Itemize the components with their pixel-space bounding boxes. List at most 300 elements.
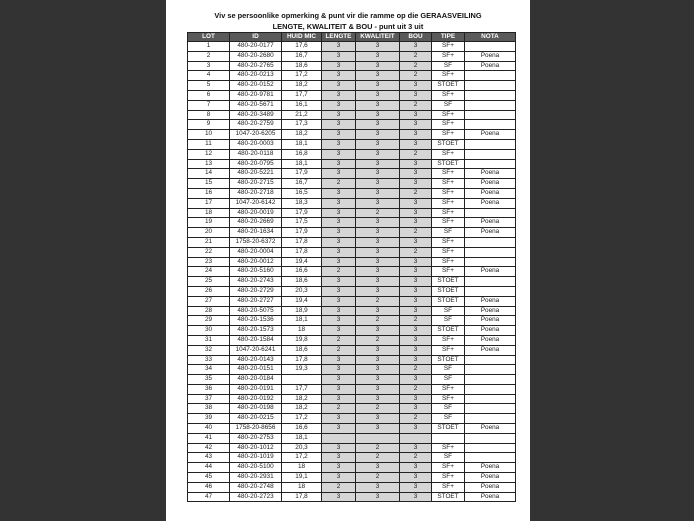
cell-id: 480-20-1012 [230,443,282,453]
cell-id: 480-20-0143 [230,355,282,365]
cell-lengte: 3 [322,463,356,473]
cell-huid-mic: 18,9 [282,306,322,316]
cell-kwaliteit: 3 [356,414,400,424]
cell-huid-mic: 19,3 [282,365,322,375]
cell-lengte: 3 [322,139,356,149]
cell-lot: 17 [188,198,230,208]
cell-id: 480-20-1019 [230,453,282,463]
cell-id: 480-20-0004 [230,247,282,257]
cell-bou: 3 [400,208,432,218]
table-row [188,375,516,385]
cell-lot: 5 [188,81,230,91]
table-row [188,473,516,483]
cell-bou: 3 [400,306,432,316]
cell-kwaliteit: 3 [356,159,400,169]
cell-bou: 2 [400,51,432,61]
cell-bou: 3 [400,463,432,473]
cell-bou: 2 [400,365,432,375]
cell-bou: 2 [400,149,432,159]
cell-nota: Poena [465,335,516,345]
cell-bou: 2 [400,316,432,326]
cell-bou: 3 [400,110,432,120]
cell-huid-mic: 18,2 [282,404,322,414]
table-row [188,179,516,189]
cell-huid-mic: 19,1 [282,473,322,483]
cell-id: 1047-20-6142 [230,198,282,208]
cell-tipe: SF+ [432,198,465,208]
cell-id: 480-20-5671 [230,100,282,110]
table-row [188,267,516,277]
cell-bou: 2 [400,188,432,198]
cell-kwaliteit: 2 [356,453,400,463]
cell-bou: 3 [400,277,432,287]
header-huid-mic: HUID MIC [282,33,322,42]
cell-tipe: SF+ [432,345,465,355]
cell-kwaliteit: 3 [356,345,400,355]
cell-tipe: STOET [432,81,465,91]
cell-lengte: 2 [322,404,356,414]
header-nota: NOTA [465,33,516,42]
cell-lot: 13 [188,159,230,169]
cell-huid-mic: 18 [282,463,322,473]
table-row [188,120,516,130]
cell-lot: 2 [188,51,230,61]
cell-lot: 47 [188,492,230,502]
cell-lot: 14 [188,169,230,179]
cell-kwaliteit: 3 [356,375,400,385]
cell-lengte: 3 [322,326,356,336]
cell-tipe: SF [432,375,465,385]
cell-tipe: SF+ [432,130,465,140]
cell-lengte: 3 [322,394,356,404]
cell-id: 480-20-0151 [230,365,282,375]
cell-lot: 7 [188,100,230,110]
cell-id: 480-20-0177 [230,42,282,52]
cell-huid-mic: 16,8 [282,149,322,159]
cell-huid-mic: 17,5 [282,218,322,228]
table-row [188,237,516,247]
cell-kwaliteit: 3 [356,110,400,120]
cell-id: 480-20-0184 [230,375,282,385]
cell-lot: 23 [188,257,230,267]
cell-kwaliteit: 3 [356,365,400,375]
cell-lengte: 3 [322,149,356,159]
cell-bou: 3 [400,218,432,228]
cell-kwaliteit: 3 [356,149,400,159]
cell-id: 480-20-2723 [230,492,282,502]
cell-tipe: STOET [432,277,465,287]
cell-lot: 3 [188,61,230,71]
cell-lengte: 3 [322,237,356,247]
cell-lot: 27 [188,296,230,306]
cell-huid-mic: 17,8 [282,237,322,247]
cell-bou: 3 [400,286,432,296]
table-row [188,463,516,473]
cell-kwaliteit: 3 [356,384,400,394]
cell-lengte: 2 [322,267,356,277]
cell-huid-mic: 18,2 [282,394,322,404]
cell-huid-mic: 16,1 [282,100,322,110]
cell-kwaliteit: 3 [356,237,400,247]
cell-kwaliteit: 3 [356,267,400,277]
cell-tipe: STOET [432,424,465,434]
cell-bou: 3 [400,81,432,91]
cell-bou: 3 [400,257,432,267]
cell-nota [465,375,516,385]
cell-lot: 41 [188,433,230,443]
cell-nota [465,120,516,130]
cell-lengte: 3 [322,473,356,483]
header-id: ID [230,33,282,42]
cell-nota [465,100,516,110]
cell-lot: 20 [188,228,230,238]
cell-nota [465,404,516,414]
cell-nota: Poena [465,61,516,71]
cell-huid-mic: 18,6 [282,61,322,71]
cell-nota: Poena [465,267,516,277]
cell-nota: Poena [465,179,516,189]
cell-lengte: 3 [322,316,356,326]
cell-lengte: 2 [322,335,356,345]
cell-kwaliteit: 3 [356,257,400,267]
cell-kwaliteit: 3 [356,482,400,492]
cell-lengte: 3 [322,208,356,218]
document-page [166,0,530,521]
cell-id: 480-20-0213 [230,71,282,81]
cell-id: 480-20-1536 [230,316,282,326]
cell-nota [465,355,516,365]
cell-huid-mic: 18,3 [282,198,322,208]
table-row [188,81,516,91]
cell-id: 480-20-2718 [230,188,282,198]
cell-id: 480-20-2727 [230,296,282,306]
cell-kwaliteit: 2 [356,208,400,218]
cell-nota [465,453,516,463]
table-row [188,188,516,198]
cell-lengte: 3 [322,286,356,296]
cell-id: 1758-20-8656 [230,424,282,434]
cell-id: 480-20-1573 [230,326,282,336]
cell-nota: Poena [465,473,516,483]
cell-nota: Poena [465,130,516,140]
cell-kwaliteit: 3 [356,179,400,189]
cell-tipe: SF+ [432,394,465,404]
table-row [188,492,516,502]
cell-kwaliteit: 3 [356,198,400,208]
cell-bou: 3 [400,335,432,345]
cell-lengte: 3 [322,384,356,394]
cell-tipe: SF+ [432,335,465,345]
cell-lengte: 3 [322,257,356,267]
cell-lengte: 3 [322,218,356,228]
cell-huid-mic: 18,6 [282,345,322,355]
cell-lengte: 3 [322,228,356,238]
cell-nota [465,414,516,424]
cell-bou: 2 [400,384,432,394]
table-row [188,159,516,169]
table-body [188,42,516,502]
cell-lot: 29 [188,316,230,326]
cell-id: 480-20-2729 [230,286,282,296]
cell-id: 480-20-0003 [230,139,282,149]
cell-lengte: 3 [322,100,356,110]
cell-tipe: SF [432,61,465,71]
ram-scores-table [187,32,516,502]
cell-nota: Poena [465,463,516,473]
cell-lot: 16 [188,188,230,198]
cell-tipe: STOET [432,296,465,306]
table-row [188,316,516,326]
cell-tipe: SF+ [432,208,465,218]
cell-nota [465,90,516,100]
cell-kwaliteit: 2 [356,296,400,306]
document-subtitle: LENGTE, KWALITEIT & BOU - punt uit 3 uit [272,22,424,31]
cell-nota [465,277,516,287]
cell-kwaliteit: 3 [356,81,400,91]
cell-lot: 4 [188,71,230,81]
table-row [188,149,516,159]
cell-huid-mic: 18,2 [282,130,322,140]
cell-id: 480-20-2715 [230,179,282,189]
table-row [188,482,516,492]
cell-huid-mic: 16,5 [282,188,322,198]
cell-kwaliteit: 2 [356,335,400,345]
cell-kwaliteit: 3 [356,306,400,316]
cell-bou: 3 [400,492,432,502]
cell-lot: 1 [188,42,230,52]
cell-lot: 43 [188,453,230,463]
cell-nota [465,139,516,149]
cell-huid-mic: 20,3 [282,443,322,453]
cell-nota: Poena [465,51,516,61]
cell-nota [465,247,516,257]
cell-nota [465,384,516,394]
cell-tipe: SF+ [432,110,465,120]
cell-lot: 28 [188,306,230,316]
cell-lot: 36 [188,384,230,394]
cell-id: 480-20-0198 [230,404,282,414]
cell-huid-mic: 17,8 [282,492,322,502]
cell-kwaliteit: 3 [356,424,400,434]
cell-id: 480-20-5100 [230,463,282,473]
cell-kwaliteit: 3 [356,90,400,100]
cell-tipe: STOET [432,326,465,336]
cell-kwaliteit: 3 [356,326,400,336]
cell-bou: 3 [400,120,432,130]
cell-nota [465,71,516,81]
cell-tipe: SF+ [432,42,465,52]
table-row [188,139,516,149]
cell-kwaliteit: 3 [356,139,400,149]
cell-bou: 3 [400,345,432,355]
cell-tipe: SF [432,306,465,316]
cell-lot: 30 [188,326,230,336]
cell-huid-mic: 16,6 [282,267,322,277]
cell-nota: Poena [465,228,516,238]
cell-lengte: 3 [322,130,356,140]
cell-tipe: STOET [432,355,465,365]
cell-lengte: 3 [322,159,356,169]
table-header-row [188,33,516,42]
cell-bou: 3 [400,179,432,189]
cell-nota [465,433,516,443]
cell-nota: Poena [465,169,516,179]
cell-tipe: SF [432,228,465,238]
table-row [188,286,516,296]
cell-tipe: SF+ [432,482,465,492]
cell-bou: 3 [400,159,432,169]
cell-nota [465,237,516,247]
cell-tipe: SF+ [432,267,465,277]
cell-bou: 2 [400,414,432,424]
cell-id: 480-20-1634 [230,228,282,238]
cell-lengte: 3 [322,42,356,52]
cell-lot: 24 [188,267,230,277]
cell-id: 480-20-2759 [230,120,282,130]
cell-tipe: SF [432,100,465,110]
cell-kwaliteit: 3 [356,218,400,228]
cell-huid-mic: 18,1 [282,159,322,169]
cell-tipe: SF+ [432,120,465,130]
cell-huid-mic: 18,2 [282,81,322,91]
cell-huid-mic: 16,7 [282,51,322,61]
cell-huid-mic: 19,4 [282,257,322,267]
cell-nota: Poena [465,306,516,316]
cell-kwaliteit: 3 [356,355,400,365]
cell-huid-mic: 18,1 [282,433,322,443]
cell-bou: 3 [400,130,432,140]
cell-lot: 40 [188,424,230,434]
cell-id: 480-20-0192 [230,394,282,404]
cell-nota [465,208,516,218]
cell-tipe: SF [432,453,465,463]
table-row [188,228,516,238]
cell-nota: Poena [465,345,516,355]
cell-lot: 8 [188,110,230,120]
cell-kwaliteit: 3 [356,100,400,110]
cell-tipe: STOET [432,139,465,149]
cell-lot: 45 [188,473,230,483]
table-row [188,326,516,336]
cell-bou: 3 [400,296,432,306]
header-lengte: LENGTE [322,33,356,42]
cell-tipe: SF [432,404,465,414]
cell-tipe: STOET [432,492,465,502]
cell-lot: 42 [188,443,230,453]
header-tipe: TIPE [432,33,465,42]
cell-kwaliteit: 3 [356,188,400,198]
cell-lot: 46 [188,482,230,492]
cell-tipe: SF+ [432,71,465,81]
cell-kwaliteit: 2 [356,473,400,483]
table-row [188,130,516,140]
table-row [188,345,516,355]
cell-id: 480-20-2743 [230,277,282,287]
cell-id: 480-20-0019 [230,208,282,218]
cell-lot: 44 [188,463,230,473]
cell-huid-mic: 17,9 [282,208,322,218]
cell-lengte: 3 [322,296,356,306]
cell-bou: 3 [400,326,432,336]
header-bou: BOU [400,33,432,42]
cell-lengte: 3 [322,355,356,365]
cell-nota: Poena [465,316,516,326]
cell-bou: 3 [400,139,432,149]
table-row [188,394,516,404]
cell-tipe: SF+ [432,51,465,61]
table-row [188,277,516,287]
table-row [188,51,516,61]
cell-lot: 31 [188,335,230,345]
cell-lot: 26 [188,286,230,296]
cell-tipe: SF+ [432,443,465,453]
cell-kwaliteit: 3 [356,228,400,238]
table-row [188,71,516,81]
cell-id: 480-20-0215 [230,414,282,424]
cell-huid-mic: 17,8 [282,355,322,365]
cell-lot: 6 [188,90,230,100]
cell-kwaliteit: 3 [356,42,400,52]
cell-kwaliteit: 3 [356,492,400,502]
cell-tipe: SF+ [432,384,465,394]
cell-id: 480-20-5075 [230,306,282,316]
cell-kwaliteit: 3 [356,130,400,140]
table-row [188,110,516,120]
cell-kwaliteit: 3 [356,120,400,130]
table-row [188,296,516,306]
cell-bou: 3 [400,169,432,179]
cell-nota [465,81,516,91]
cell-bou: 3 [400,473,432,483]
cell-lot: 11 [188,139,230,149]
cell-bou: 2 [400,228,432,238]
table-row [188,365,516,375]
cell-nota: Poena [465,296,516,306]
cell-kwaliteit: 2 [356,443,400,453]
table-row [188,443,516,453]
cell-id: 480-20-2669 [230,218,282,228]
cell-bou: 2 [400,247,432,257]
cell-huid-mic: 16,7 [282,179,322,189]
cell-lengte: 3 [322,414,356,424]
table-row [188,169,516,179]
cell-huid-mic: 18 [282,482,322,492]
cell-lot: 33 [188,355,230,365]
cell-lengte: 3 [322,365,356,375]
cell-tipe: SF+ [432,237,465,247]
cell-bou: 3 [400,404,432,414]
table-row [188,355,516,365]
cell-lot: 12 [188,149,230,159]
cell-nota: Poena [465,218,516,228]
table-row [188,424,516,434]
cell-huid-mic: 19,8 [282,335,322,345]
cell-tipe: SF [432,316,465,326]
cell-id: 480-20-3489 [230,110,282,120]
cell-lot: 37 [188,394,230,404]
cell-huid-mic: 17,9 [282,169,322,179]
cell-lengte: 3 [322,306,356,316]
cell-nota: Poena [465,482,516,492]
cell-huid-mic: 17,9 [282,228,322,238]
table-row [188,335,516,345]
table-row [188,42,516,52]
cell-lengte: 3 [322,61,356,71]
cell-huid-mic: 17,7 [282,384,322,394]
cell-tipe: SF+ [432,463,465,473]
cell-huid-mic [282,375,322,385]
cell-bou: 2 [400,71,432,81]
